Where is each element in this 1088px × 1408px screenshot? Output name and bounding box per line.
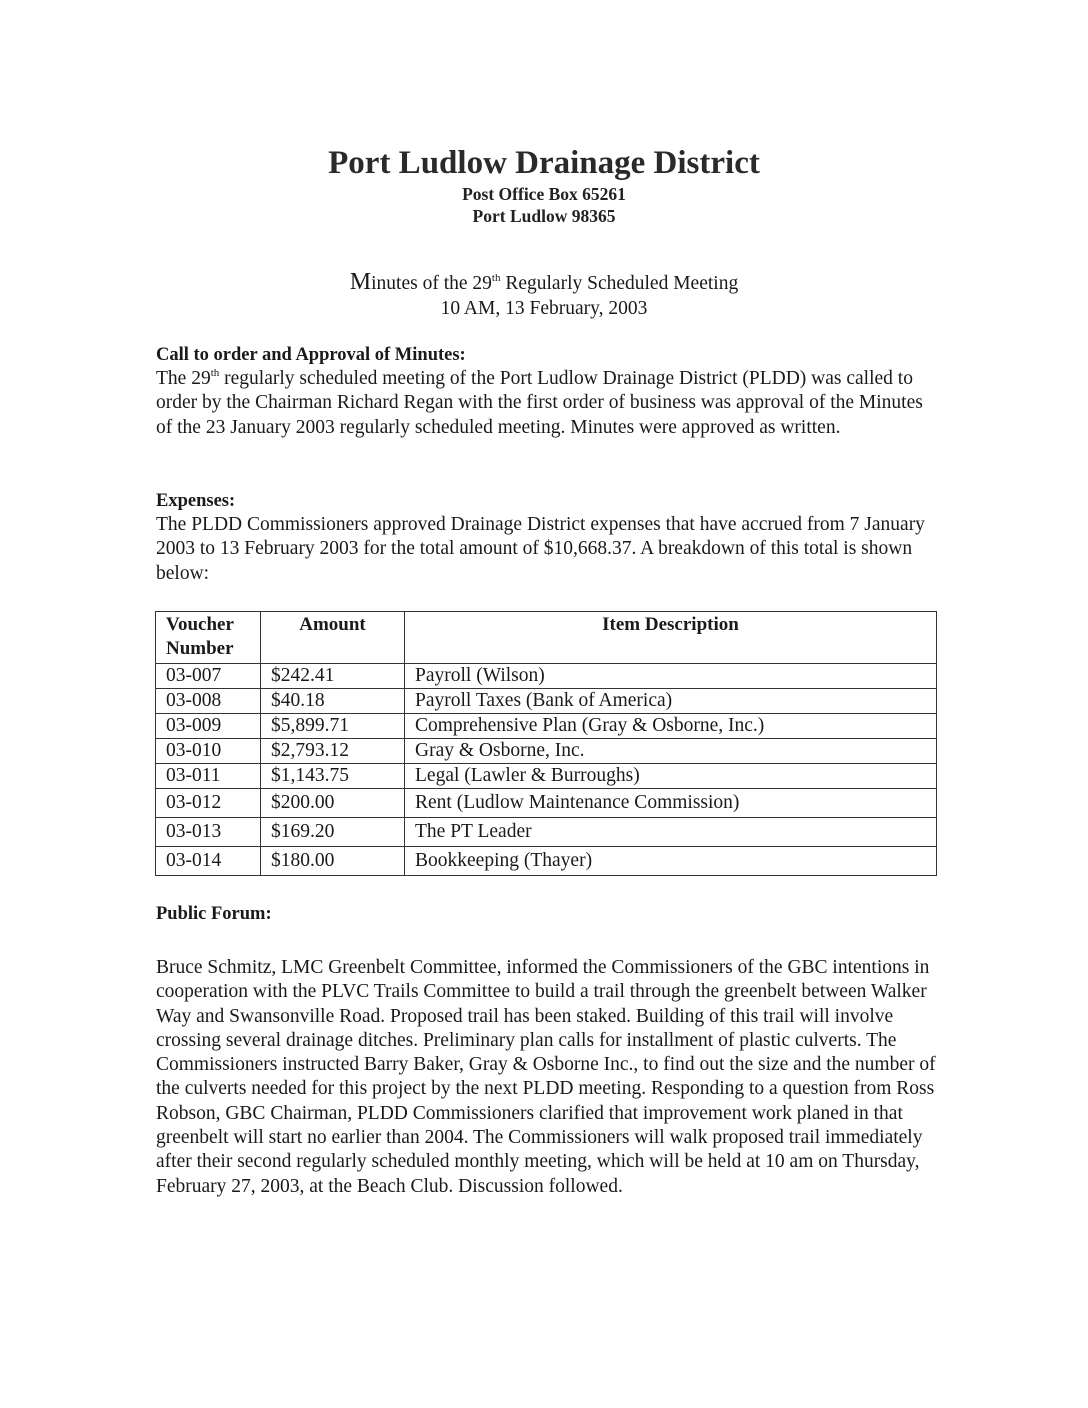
- amount-cell: $2,793.12: [261, 739, 405, 764]
- public-forum-heading-block: [156, 902, 936, 926]
- call-to-order-section: [156, 343, 936, 440]
- voucher-cell: 03-012: [156, 789, 261, 818]
- table-row: [156, 818, 937, 847]
- description-cell: Legal (Lawler & Burroughs): [405, 764, 937, 789]
- header-voucher-number: Voucher Number: [156, 612, 261, 664]
- table-row: [156, 764, 937, 789]
- voucher-cell: 03-011: [156, 764, 261, 789]
- table-row: [156, 739, 937, 764]
- voucher-cell: 03-013: [156, 818, 261, 847]
- header-amount: Amount: [261, 612, 405, 664]
- public-forum-heading: Public Forum:: [156, 904, 272, 924]
- description-cell: Rent (Ludlow Maintenance Commission): [405, 789, 937, 818]
- description-cell: Gray & Osborne, Inc.: [405, 739, 937, 764]
- meeting-info: [0, 270, 1088, 321]
- meeting-datetime: 10 AM, 13 February, 2003: [440, 298, 648, 319]
- description-cell: Payroll Taxes (Bank of America): [405, 689, 937, 714]
- public-forum-section: [156, 956, 936, 1199]
- description-cell: The PT Leader: [405, 818, 937, 847]
- amount-cell: $5,899.71: [261, 714, 405, 739]
- expenses-heading: Expenses:: [156, 491, 236, 511]
- voucher-cell: 03-008: [156, 689, 261, 714]
- header-item-description: Item Description: [405, 612, 937, 664]
- expenses-text: The PLDD Commissioners approved Drainage District expenses that have accrued from 7 January 2003 to 13 February 2003 for the total amount of $10,668.37. A breakdown of this total is shown below:: [156, 514, 925, 584]
- voucher-cell: 03-007: [156, 664, 261, 689]
- amount-cell: $169.20: [261, 818, 405, 847]
- amount-cell: $40.18: [261, 689, 405, 714]
- description-cell: Payroll (Wilson): [405, 664, 937, 689]
- table-row: [156, 847, 937, 876]
- call-to-order-text: The 29th regularly scheduled meeting of the Port Ludlow Drainage District (PLDD) was called to order by the Chairman Richard Regan with the first order of business was approval of the Minutes of the 23 January 2003 regularly scheduled meeting. Minutes were approved as written.: [156, 367, 923, 438]
- description-cell: Bookkeeping (Thayer): [405, 847, 937, 876]
- letterhead: [0, 143, 1088, 227]
- table-row: [156, 664, 937, 689]
- public-forum-text: Bruce Schmitz, LMC Greenbelt Committee, informed the Commissioners of the GBC intentions in cooperation with the PLVC Trails Committee to build a trail through the greenbelt between Walker Way and Swansonville Road. Proposed trail has been staked. Building of this trail will involve crossing several drainage ditches. Preliminary plan calls for installment of plastic culverts. The Commissioners instructed Barry Baker, Gray & Osborne Inc., to find out the size and the number of the culverts needed for this project by the next PLDD meeting. Responding to a question from Ross Robson, GBC Chairman, PLDD Commissioners clarified that improvement work planed in that greenbelt will start no earlier than 2004. The Commissioners will walk proposed trail immediately after their second regularly scheduled monthly meeting, which will be held at 10 am on Thursday, February 27, 2003, at the Beach Club. Discussion followed.: [156, 957, 936, 1197]
- amount-cell: $200.00: [261, 789, 405, 818]
- address-po-box: Post Office Box 65261: [462, 184, 626, 204]
- address-city-zip: Port Ludlow 98365: [472, 206, 616, 226]
- voucher-cell: 03-009: [156, 714, 261, 739]
- table-row: [156, 714, 937, 739]
- voucher-cell: 03-014: [156, 847, 261, 876]
- expenses-table: [155, 611, 937, 876]
- expenses-section: [156, 489, 936, 586]
- description-cell: Comprehensive Plan (Gray & Osborne, Inc.): [405, 714, 937, 739]
- table-row: [156, 789, 937, 818]
- meeting-title: Minutes of the 29th Regularly Scheduled Meeting: [349, 269, 739, 295]
- district-title: Port Ludlow Drainage District: [328, 145, 760, 181]
- voucher-cell: 03-010: [156, 739, 261, 764]
- amount-cell: $242.41: [261, 664, 405, 689]
- table-row: [156, 689, 937, 714]
- call-to-order-heading: Call to order and Approval of Minutes:: [156, 345, 466, 365]
- table-header-row: [156, 612, 937, 664]
- amount-cell: $180.00: [261, 847, 405, 876]
- amount-cell: $1,143.75: [261, 764, 405, 789]
